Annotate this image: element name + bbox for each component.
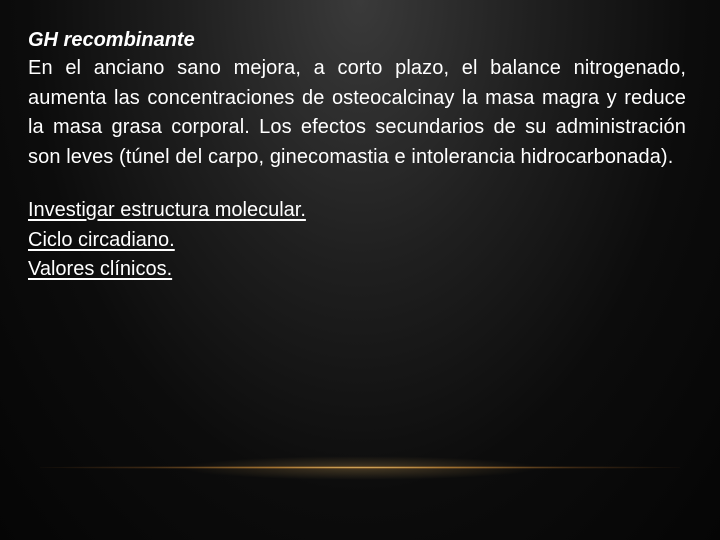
slide-heading: GH recombinante	[28, 29, 195, 51]
link-list	[28, 196, 686, 285]
link-valores-clinicos[interactable]: Valores clínicos.	[28, 258, 173, 280]
slide-content	[28, 26, 686, 285]
link-ciclo-circadiano[interactable]: Ciclo circadiano.	[28, 228, 175, 251]
slide-paragraph: En el anciano sano mejora, a corto plazo, el balance nitrogenado, aumenta las concentraciones de osteocalcinay la masa magra y reduce la masa grasa corporal. Los efectos secundarios de su administración son leves (túnel del carpo, ginecomastia e intolerancia hidrocarbonada).	[28, 57, 686, 168]
link-estructura-molecular[interactable]: Investigar estructura molecular.	[28, 199, 306, 221]
decorative-glow-line	[40, 466, 680, 469]
